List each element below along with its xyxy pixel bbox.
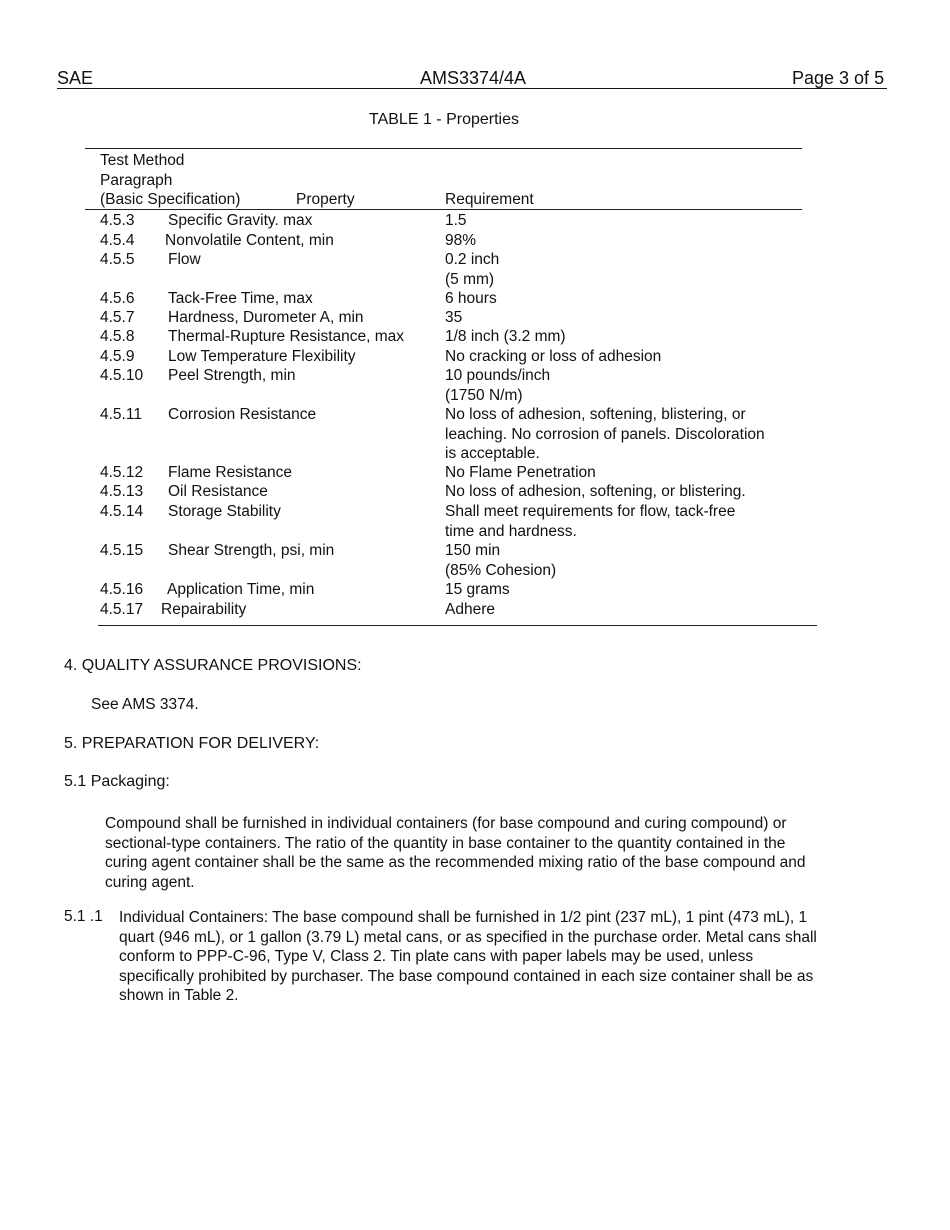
row-requirement: 0.2 inch bbox=[445, 251, 500, 268]
row-paragraph: 4.5.12 bbox=[100, 464, 144, 481]
row-requirement: No cracking or loss of adhesion bbox=[445, 348, 662, 365]
row-property: Storage Stability bbox=[168, 503, 281, 520]
row-paragraph: 4.5.17 bbox=[100, 601, 144, 618]
row-property: Flame Resistance bbox=[168, 464, 293, 481]
header-test-method: Test Method bbox=[100, 152, 185, 169]
table-title: TABLE 1 - Properties bbox=[369, 111, 519, 128]
row-paragraph: 4.5.10 bbox=[100, 367, 144, 384]
row-requirement: Adhere bbox=[445, 601, 495, 618]
row-property: Nonvolatile Content, min bbox=[165, 232, 334, 249]
row-property: Tack-Free Time, max bbox=[168, 290, 313, 307]
row-property: Corrosion Resistance bbox=[168, 406, 317, 423]
section-5-1-1-body: Individual Containers: The base compound shall be furnished in 1/2 pint (237 mL), 1 pint (473 mL), 1 quart (946 mL), or 1 gallon (3.79 L) metal cans, or as specified in the purchase order. Metal cans shall conform to PPP-C-96, Type V, Class 2. Tin plate cans with paper labels may be used, unless specifically prohibited by purchaser. The base compound contained in each size container shall be as shown in Table 2. bbox=[119, 909, 817, 1004]
header-rule bbox=[57, 88, 887, 89]
row-requirement: 98% bbox=[445, 232, 477, 249]
row-property: Specific Gravity. max bbox=[168, 212, 313, 229]
table-top-rule bbox=[85, 148, 802, 149]
row-paragraph: 4.5.8 bbox=[100, 328, 135, 345]
row-paragraph: 4.5.5 bbox=[100, 251, 135, 268]
row-requirement: 10 pounds/inch bbox=[445, 367, 551, 384]
row-requirement: 15 grams bbox=[445, 581, 510, 598]
row-paragraph: 4.5.3 bbox=[100, 212, 135, 229]
section-5-1-body: Compound shall be furnished in individual containers (for base compound and curing compound) or sectional-type containers. The ratio of the quantity in base container to the quantity contained in the curing agent container shall be the same as the recommended mixing ratio of the base compound and curing agent. bbox=[105, 815, 806, 891]
row-property: Application Time, min bbox=[167, 581, 315, 598]
row-requirement: No Flame Penetration bbox=[445, 464, 596, 481]
row-paragraph: 4.5.15 bbox=[100, 542, 144, 559]
table-bottom-rule bbox=[98, 625, 817, 626]
header-page-number: Page 3 of 5 bbox=[792, 68, 885, 88]
table-header-rule bbox=[85, 209, 802, 210]
row-requirement: 1.5 bbox=[445, 212, 467, 229]
row-requirement: 35 bbox=[445, 309, 463, 326]
row-paragraph: 4.5.7 bbox=[100, 309, 135, 326]
row-paragraph: 4.5.13 bbox=[100, 483, 144, 500]
row-requirement: (85% Cohesion) bbox=[445, 561, 557, 579]
header-doc-number: AMS3374/4A bbox=[420, 68, 527, 88]
row-requirement: No loss of adhesion, softening, blistering, or bbox=[445, 406, 746, 423]
row-property: Thermal-Rupture Resistance, max bbox=[168, 328, 405, 345]
row-property: Low Temperature Flexibility bbox=[168, 348, 356, 365]
row-requirement: time and hardness. bbox=[445, 522, 577, 540]
row-property: Oil Resistance bbox=[168, 483, 268, 500]
row-property: Peel Strength, min bbox=[168, 367, 296, 384]
row-requirement: (5 mm) bbox=[445, 270, 495, 288]
row-property: Shear Strength, psi, min bbox=[168, 542, 335, 559]
section-5-heading: 5. PREPARATION FOR DELIVERY: bbox=[64, 735, 320, 752]
row-requirement: No loss of adhesion, softening, or blistering. bbox=[445, 483, 746, 500]
row-requirement: (1750 N/m) bbox=[445, 386, 523, 404]
section-5-1-heading: 5.1 Packaging: bbox=[64, 773, 170, 790]
row-requirement: Shall meet requirements for flow, tack-free bbox=[445, 503, 736, 520]
row-paragraph: 4.5.6 bbox=[100, 290, 135, 307]
row-property: Hardness, Durometer A, min bbox=[168, 309, 364, 326]
row-requirement: 150 min bbox=[445, 542, 501, 559]
header-requirement: Requirement bbox=[445, 191, 534, 208]
row-paragraph: 4.5.11 bbox=[100, 406, 142, 423]
row-paragraph: 4.5.16 bbox=[100, 581, 144, 598]
header-paragraph: Paragraph bbox=[100, 171, 173, 189]
section-4-heading: 4. QUALITY ASSURANCE PROVISIONS: bbox=[64, 657, 362, 674]
section-5-1-1-number: 5.1 .1 bbox=[64, 908, 103, 925]
row-paragraph: 4.5.4 bbox=[100, 232, 135, 249]
row-requirement: is acceptable. bbox=[445, 445, 540, 462]
header-property: Property bbox=[296, 191, 355, 208]
row-paragraph: 4.5.14 bbox=[100, 503, 144, 520]
header-basic-spec: (Basic Specification) bbox=[100, 191, 241, 208]
row-paragraph: 4.5.9 bbox=[100, 348, 135, 365]
row-requirement: 1/8 inch (3.2 mm) bbox=[445, 328, 566, 345]
row-property: Repairability bbox=[161, 601, 247, 618]
section-4-body: See AMS 3374. bbox=[91, 696, 199, 713]
row-requirement: 6 hours bbox=[445, 290, 497, 307]
header-org: SAE bbox=[57, 68, 94, 88]
row-property: Flow bbox=[168, 251, 201, 268]
row-requirement: leaching. No corrosion of panels. Discoloration bbox=[445, 425, 765, 443]
